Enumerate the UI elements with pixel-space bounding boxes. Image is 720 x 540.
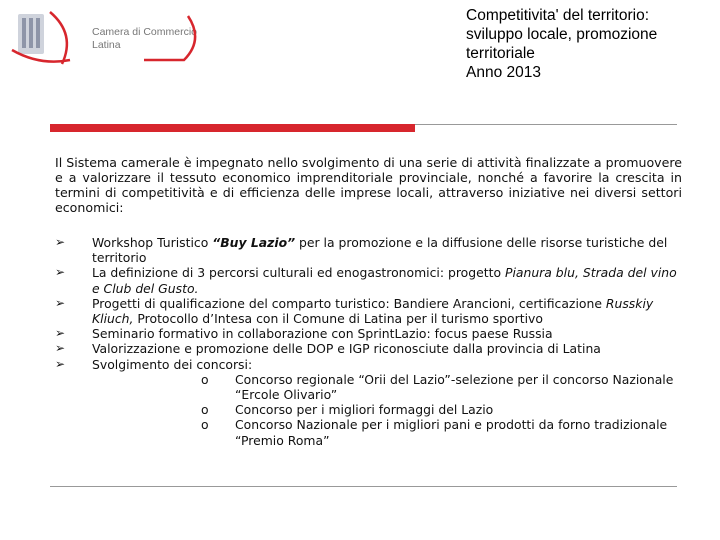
list-item [55, 326, 685, 341]
bullet-2-italic: Pianura blu, Strada del vino e Club del Gusto. [92, 265, 677, 296]
bullet-6: Svolgimento dei concorsi: [92, 356, 253, 372]
list-item [55, 357, 685, 372]
arrow-bullet-icon: ➢ [55, 326, 66, 341]
list-item [55, 265, 685, 295]
slide-title [466, 6, 716, 82]
circle-bullet-icon: o [201, 402, 209, 418]
bullet-4: Seminario formativo in collaborazione con SprintLazio: focus paese Russia [92, 326, 553, 342]
chamber-logo [10, 10, 198, 66]
bullet-1-post: per la promozione e la diffusione delle risorse turistiche del territorio [92, 235, 668, 266]
sub-list-item [55, 417, 685, 447]
header-divider [415, 124, 677, 125]
title-line-3: territoriale [466, 45, 535, 62]
arrow-bullet-icon: ➢ [55, 341, 66, 356]
title-line-4: Anno 2013 [466, 64, 541, 81]
circle-bullet-icon: o [201, 371, 209, 387]
list-item [55, 235, 685, 265]
circle-bullet-icon: o [201, 417, 209, 433]
logo-swoosh-icon [84, 14, 200, 66]
bullet-3-post: Protocollo d’Intesa con il Comune di Latina per il turismo sportivo [133, 311, 543, 327]
sub-list-item [55, 402, 685, 417]
bullet-3-pre: Progetti di qualificazione del comparto turistico: Bandiere Arancioni, certificazione [92, 295, 606, 311]
arrow-bullet-icon: ➢ [55, 295, 66, 310]
bullet-2-pre: La definizione di 3 percorsi culturali ed enogastronomici: progetto [92, 265, 505, 281]
sub-item-3: Concorso Nazionale per i migliori pani e prodotti da forno tradizionale “Premio Roma” [235, 417, 668, 448]
list-item [55, 296, 685, 326]
title-line-2: sviluppo locale, promozione [466, 26, 658, 43]
bullet-3-italic: Russkiy Kliuch, [92, 295, 654, 327]
header-red-bar [50, 124, 415, 132]
chamber-emblem-icon [10, 10, 80, 66]
bullet-list [55, 235, 685, 448]
arrow-bullet-icon: ➢ [55, 265, 66, 280]
intro-paragraph: Il Sistema camerale è impegnato nello svolgimento di una serie di attività finalizzate a promuovere e a valorizzare il tessuto economico imprenditoriale provinciale, nonché a favorire la crescita in termini di competitività e di efficienza delle imprese locali, attraverso iniziative nei diversi settori economici: [55, 155, 682, 215]
title-line-1: Competitivita' del territorio: [466, 7, 649, 24]
logo-line-2: Latina [92, 39, 121, 51]
logo-line-1: Camera di Commercio [92, 26, 198, 38]
sub-item-1: Concorso regionale “Orii del Lazio”-selezione per il concorso Nazionale “Ercole Olivario” [235, 371, 674, 403]
list-item [55, 341, 685, 356]
footer-divider [50, 486, 677, 487]
sub-item-2: Concorso per i migliori formaggi del Lazio [235, 402, 494, 418]
bullet-5: Valorizzazione e promozione delle DOP e IGP riconosciute dalla provincia di Latina [92, 341, 601, 357]
arrow-bullet-icon: ➢ [55, 356, 66, 371]
bullet-1-bold: “Buy Lazio” [212, 235, 296, 250]
bullet-1-pre: Workshop Turistico [92, 235, 213, 250]
arrow-bullet-icon: ➢ [55, 235, 66, 249]
sub-list-item [55, 372, 685, 402]
